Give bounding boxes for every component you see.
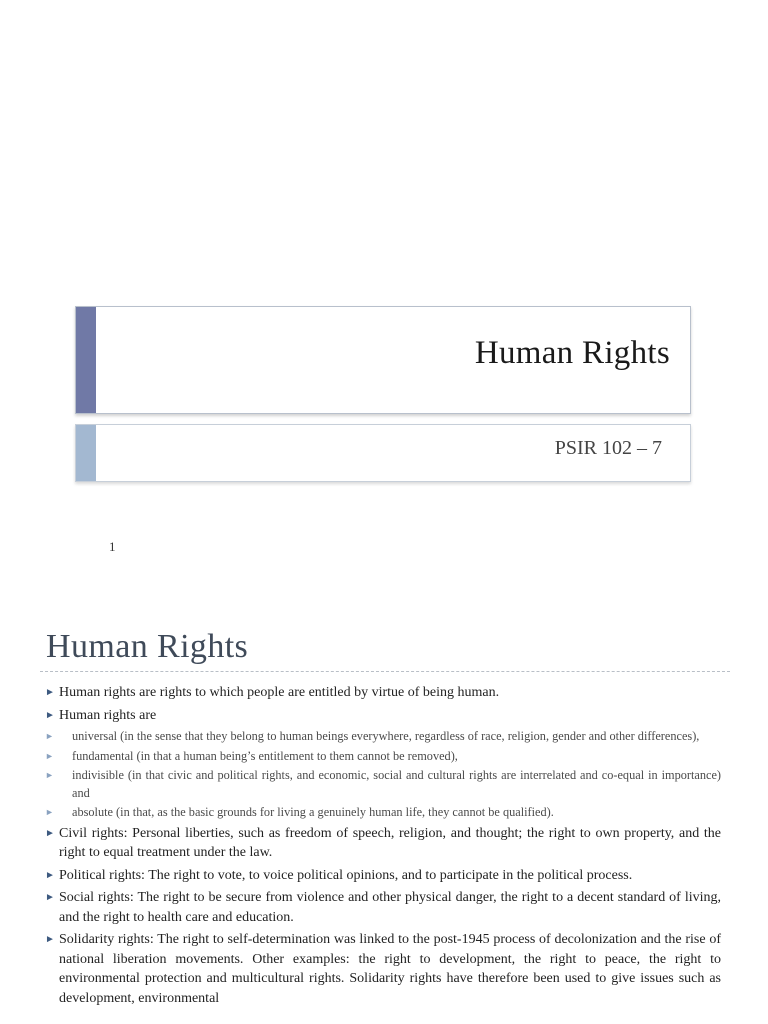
list-item: [45, 930, 721, 1008]
bullet-arrow-icon: ►: [45, 709, 55, 721]
bullet-arrow-icon: ►: [45, 827, 55, 839]
subtitle-box: [75, 424, 691, 482]
sub-list-item: [45, 748, 721, 766]
title-accent-bar: [76, 307, 96, 413]
title-divider: [40, 671, 730, 672]
section-title: Human Rights: [46, 628, 249, 665]
sub-bullet-arrow-icon: ►: [45, 770, 54, 780]
bullet-arrow-icon: ►: [45, 892, 55, 903]
bullet-list: [45, 683, 721, 1011]
list-item: [45, 866, 721, 886]
list-item: [45, 706, 721, 726]
sub-list-item-text: absolute (in that, as the basic grounds for living a genuinely human life, they cannot be qualified).: [72, 805, 554, 819]
list-item-text: Political rights: The right to vote, to voice political opinions, and to participate in the political process.: [59, 867, 633, 883]
sub-list-item-text: indivisible (in that civic and political rights, and economic, social and cultural rights are interrelated and co-equal in importance) and: [72, 768, 721, 800]
title-box: [75, 306, 691, 414]
sub-bullet-arrow-icon: ►: [45, 750, 54, 761]
list-item: [45, 888, 721, 927]
list-item-text: Solidarity rights: The right to self-determination was linked to the post-1945 process of decolonization and the rise of national liberation movements. Other examples: the right to development, the right to peace, the right to environmental protection and multicultural rights. Solidarity rights have therefore been used to give issues such as development, environmental: [59, 932, 721, 1006]
list-item: [45, 824, 721, 863]
sub-list-item: [45, 767, 721, 802]
bullet-arrow-icon: ►: [45, 869, 55, 881]
list-item-text: Human rights are: [59, 707, 157, 723]
bullet-arrow-icon: ►: [45, 687, 55, 698]
sub-list-item-text: universal (in the sense that they belong to human beings everywhere, regardless of race, religion, gender and other differences),: [72, 729, 700, 743]
list-item-text: Civil rights: Personal liberties, such as freedom of speech, religion, and thought; the right to own property, and the right to equal treatment under the law.: [59, 825, 721, 860]
slide-subtitle: PSIR 102 – 7: [554, 437, 662, 459]
bullet-arrow-icon: ►: [45, 934, 55, 945]
sub-list-item: [45, 728, 721, 746]
sub-list-item: [45, 804, 721, 822]
sub-list-item-text: fundamental (in that a human being’s entitlement to them cannot be removed),: [72, 748, 458, 763]
page-number: 1: [109, 539, 116, 554]
sub-bullet-arrow-icon: ►: [45, 807, 54, 817]
list-item: [45, 683, 721, 703]
list-item-text: Social rights: The right to be secure from violence and other physical danger, the right to a decent standard of living, and the right to health care and education.: [59, 890, 721, 925]
slide-title: Human Rights: [474, 335, 670, 371]
list-item-text: Human rights are rights to which people are entitled by virtue of being human.: [59, 685, 500, 700]
sub-bullet-arrow-icon: ►: [45, 731, 54, 741]
subtitle-accent-bar: [76, 425, 96, 481]
